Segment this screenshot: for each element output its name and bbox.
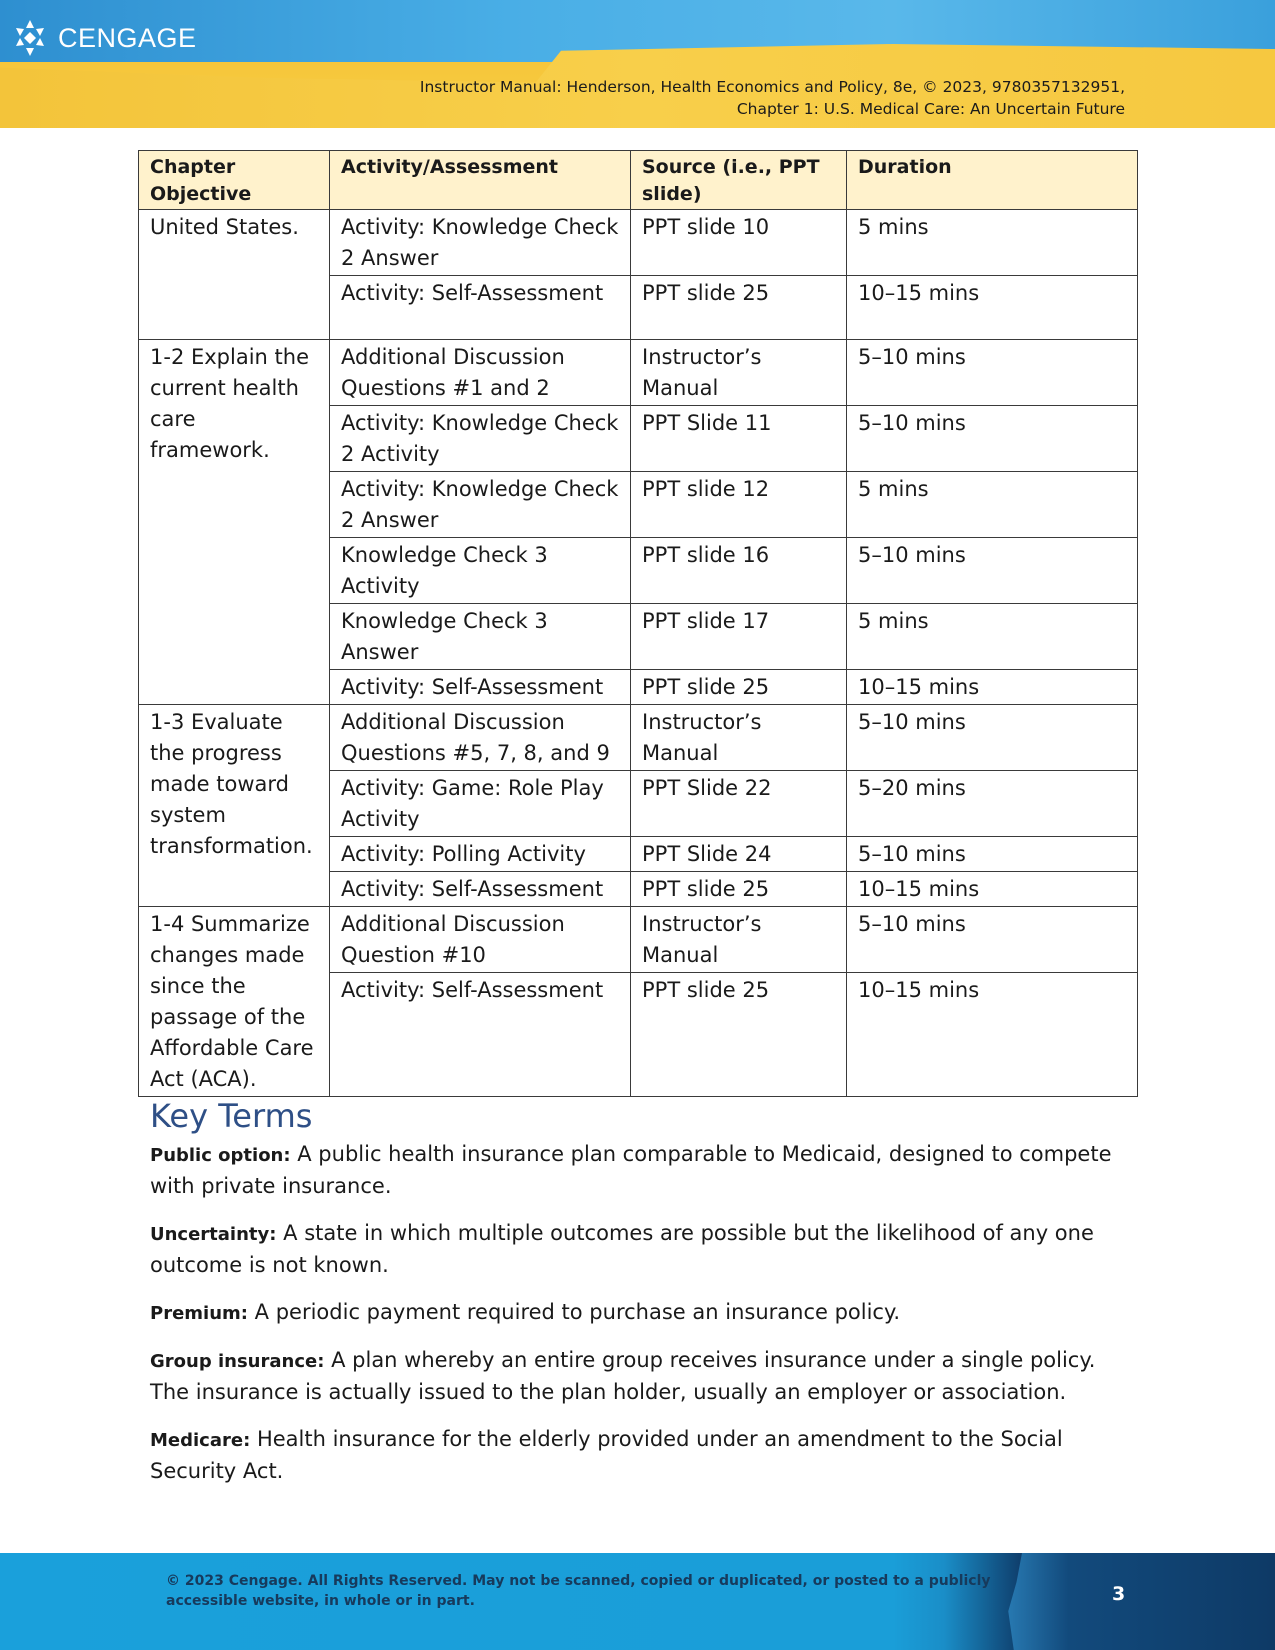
key-terms-heading: Key Terms [150,1097,313,1135]
source-cell: PPT slide 25 [631,276,847,340]
key-term-name: Premium: [150,1303,248,1324]
key-term-item [150,1139,1135,1202]
source-cell: Instructor’s Manual [631,705,847,771]
key-term-item [150,1297,1135,1329]
page-footer [0,1553,1275,1650]
source-cell: PPT Slide 24 [631,837,847,872]
key-term-name: Uncertainty: [150,1224,277,1245]
duration-cell: 5 mins [847,210,1138,276]
cengage-star-icon [10,18,50,58]
header-chapter-info: Chapter 1: U.S. Medical Care: An Uncertain Future [736,100,1125,118]
key-term-definition: A plan whereby an entire group receives insurance under a single policy. The insurance is actually issued to the plan holder, usually an employer or association. [150,1348,1096,1404]
activity-cell: Additional Discussion Questions #5, 7, 8, and 9 [330,705,631,771]
duration-cell: 5–10 mins [847,538,1138,604]
duration-cell: 10–15 mins [847,872,1138,907]
source-cell: PPT slide 17 [631,604,847,670]
source-cell: PPT Slide 22 [631,771,847,837]
key-term-item [150,1424,1135,1487]
duration-cell: 5–20 mins [847,771,1138,837]
table-row [139,340,1138,406]
source-cell: PPT slide 25 [631,872,847,907]
source-cell: Instructor’s Manual [631,907,847,973]
col-header-activity: Activity/Assessment [330,151,631,210]
duration-cell: 5–10 mins [847,705,1138,771]
key-term-name: Public option: [150,1145,291,1166]
key-term-definition: A periodic payment required to purchase an insurance policy. [254,1300,901,1324]
footer-dark-band [1000,1553,1275,1650]
page-number: 3 [1112,1583,1126,1605]
source-cell: PPT slide 10 [631,210,847,276]
objective-cell: 1-4 Summarize changes made since the passage of the Affordable Care Act (ACA). [139,907,330,1097]
activity-cell: Knowledge Check 3 Answer [330,604,631,670]
col-header-chapter-objective: Chapter Objective [139,151,330,210]
activity-cell: Activity: Knowledge Check 2 Answer [330,472,631,538]
duration-cell: 5 mins [847,472,1138,538]
key-term-definition: A state in which multiple outcomes are possible but the likelihood of any one outcome is not known. [150,1221,1094,1277]
duration-cell: 10–15 mins [847,276,1138,340]
col-header-source: Source (i.e., PPT slide) [631,151,847,210]
page-header [0,0,1275,128]
duration-cell: 5–10 mins [847,837,1138,872]
key-term-item [150,1345,1135,1408]
table-row [139,210,1138,276]
activity-cell: Activity: Knowledge Check 2 Activity [330,406,631,472]
source-cell: PPT slide 16 [631,538,847,604]
table-row [139,705,1138,771]
objective-cell: United States. [139,210,330,340]
header-book-info: Instructor Manual: Henderson, Health Economics and Policy, 8e, © 2023, 9780357132951, [419,78,1125,96]
activity-cell: Activity: Knowledge Check 2 Answer [330,210,631,276]
duration-cell: 10–15 mins [847,973,1138,1097]
activity-cell: Knowledge Check 3 Activity [330,538,631,604]
brand-name: CENGAGE [58,22,197,53]
activity-cell: Activity: Self-Assessment [330,872,631,907]
cengage-logo [10,18,197,58]
objective-cell: 1-2 Explain the current health care framework. [139,340,330,705]
duration-cell: 5–10 mins [847,340,1138,406]
key-term-definition: A public health insurance plan comparable to Medicaid, designed to compete with private insurance. [150,1142,1112,1198]
duration-cell: 5–10 mins [847,907,1138,973]
activity-cell: Activity: Self-Assessment [330,276,631,340]
key-term-name: Group insurance: [150,1351,325,1372]
col-header-duration: Duration [847,151,1138,210]
activity-cell: Activity: Self-Assessment [330,670,631,705]
activity-cell: Additional Discussion Question #10 [330,907,631,973]
copyright-notice: © 2023 Cengage. All Rights Reserved. May not be scanned, copied or duplicated, or posted to a publicly accessible website, in whole or in part. [166,1573,991,1609]
source-cell: Instructor’s Manual [631,340,847,406]
duration-cell: 5 mins [847,604,1138,670]
source-cell: PPT slide 12 [631,472,847,538]
duration-cell: 5–10 mins [847,406,1138,472]
activity-cell: Additional Discussion Questions #1 and 2 [330,340,631,406]
objectives-activities-table [138,150,1138,1097]
key-term-name: Medicare: [150,1430,251,1451]
table-header-row [139,151,1138,210]
objective-cell: 1-3 Evaluate the progress made toward system transformation. [139,705,330,907]
activity-cell: Activity: Polling Activity [330,837,631,872]
source-cell: PPT slide 25 [631,670,847,705]
activity-cell: Activity: Self-Assessment [330,973,631,1097]
key-term-item [150,1218,1135,1281]
key-term-definition: Health insurance for the elderly provided under an amendment to the Social Security Act. [150,1427,1063,1483]
duration-cell: 10–15 mins [847,670,1138,705]
source-cell: PPT Slide 11 [631,406,847,472]
activity-cell: Activity: Game: Role Play Activity [330,771,631,837]
table-row [139,907,1138,973]
source-cell: PPT slide 25 [631,973,847,1097]
